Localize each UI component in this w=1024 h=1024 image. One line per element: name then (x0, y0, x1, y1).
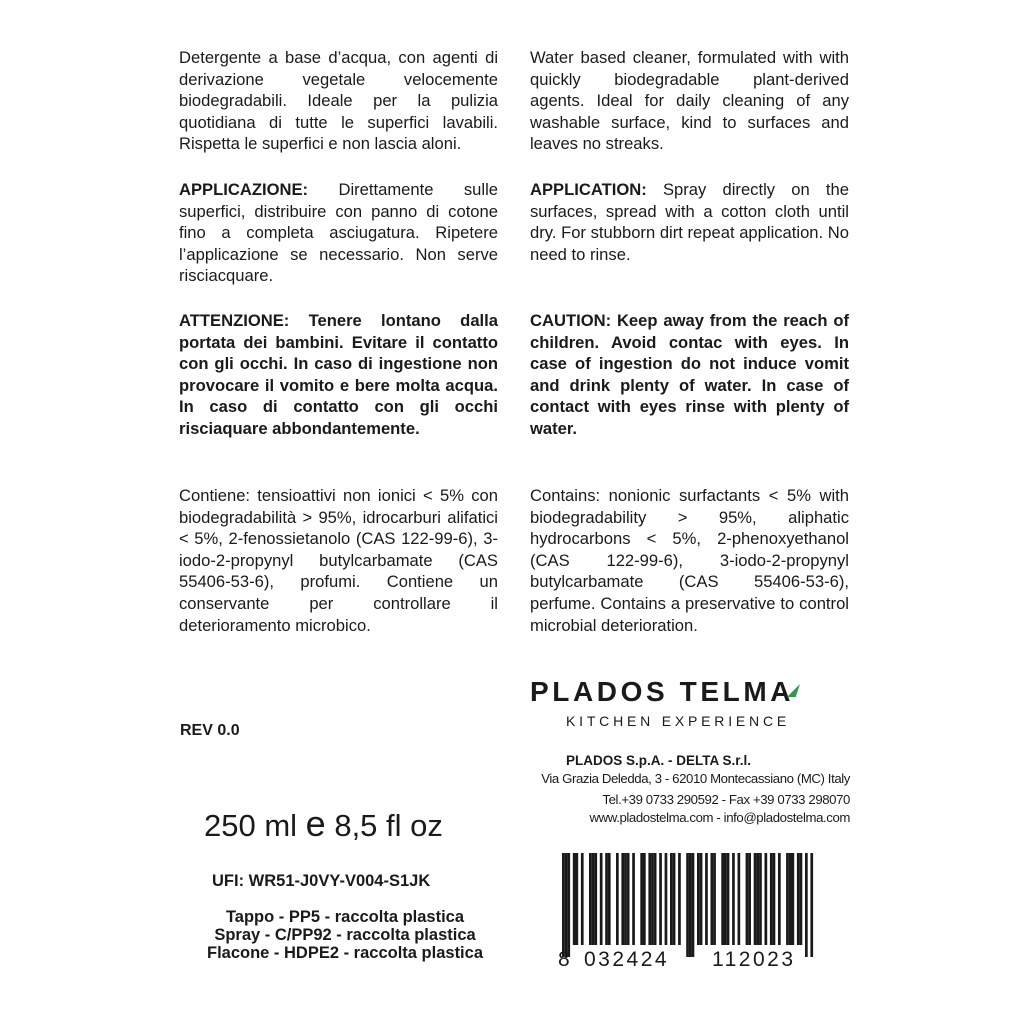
barcode-bar (748, 853, 751, 945)
barcode-bar (800, 853, 803, 945)
italian-warning: ATTENZIONE: Tenere lontano dalla portata dei bambini. Evitare il contatto con gli occhi. In caso di ingestione non provocare il vomito e bere molta acqua. In caso di contatto con gli occhi risciaquare abbondantemente. (179, 311, 498, 438)
brand-tagline: KITCHEN EXPERIENCE (566, 713, 790, 729)
barcode-bar (562, 853, 565, 957)
barcode-bar (756, 853, 759, 945)
english-application-heading: APPLICATION: (530, 180, 647, 199)
company-web: www.pladostelma.com - info@pladostelma.com (589, 810, 850, 825)
barcode-group2: 112023 (712, 948, 796, 971)
barcode-bar (648, 853, 651, 945)
barcode-bar (640, 853, 643, 945)
barcode-bar (632, 853, 635, 945)
barcode-bar (689, 853, 692, 957)
barcode-bar (665, 853, 668, 945)
disposal-spray: Spray - C/PP92 - raccolta plastica (214, 926, 476, 944)
barcode-bar (567, 853, 570, 957)
barcode-bar (686, 853, 689, 957)
barcode-bar (581, 853, 584, 945)
barcode-bar (713, 853, 716, 945)
italian-application-heading: APPLICAZIONE: (179, 180, 309, 199)
revision-label: REV 0.0 (180, 722, 240, 739)
barcode-bar (643, 853, 646, 945)
barcode-bar (565, 853, 568, 957)
barcode-bar (721, 853, 724, 945)
brand-logo (530, 676, 794, 708)
barcode-bar (746, 853, 749, 945)
company-phone: Tel.+39 0733 290592 - Fax +39 0733 298070 (602, 792, 850, 807)
barcode-bar (792, 853, 795, 945)
company-name: PLADOS S.p.A. - DELTA S.r.l. (566, 753, 752, 768)
disposal-bottle: Flacone - HDPE2 - raccolta plastica (206, 944, 483, 962)
barcode-bar (659, 853, 662, 945)
barcode-bar (810, 853, 813, 957)
barcode-bar (805, 853, 808, 957)
english-application-text: Spray directly on the surfaces, spread with a cotton cloth until dry. For stubborn dirt repeat application. No need to rinse. (530, 180, 849, 264)
estimated-sign-icon: e (305, 803, 326, 844)
english-intro: Water based cleaner, formulated with with quickly biodegradable plant-derived agents. Ideal for daily cleaning of any washable surface, kind to surfaces and leaves no streaks. (530, 48, 849, 154)
barcode-bar (724, 853, 727, 945)
barcode-bar (765, 853, 768, 945)
disposal-cap: Tappo - PP5 - raccolta plastica (225, 908, 465, 926)
barcode-bar (697, 853, 700, 945)
barcode-bar (651, 853, 654, 945)
barcode-bar (754, 853, 757, 945)
barcode-group1: 032424 (584, 948, 670, 971)
volume-ml: 250 ml (204, 808, 298, 843)
barcode-bar (616, 853, 619, 945)
barcode-bar (738, 853, 741, 945)
barcode-bar (773, 853, 776, 945)
barcode-bar (608, 853, 611, 945)
italian-application (179, 179, 498, 287)
barcode-bar (759, 853, 762, 945)
barcode-bar (605, 853, 608, 945)
barcode-bar (700, 853, 703, 945)
brand-name: PLADOS TELMA (530, 676, 795, 707)
english-application (530, 179, 849, 265)
barcode-bar (770, 853, 773, 945)
italian-intro: Detergente a base d’acqua, con agenti di derivazione vegetale velocemente biodegradabili. Ideale per la pulizia quotidiana di tutte le superfici lavabili. Rispetta le superfici e non lascia aloni. (179, 48, 498, 154)
barcode-bar (678, 853, 681, 945)
barcode-bar (711, 853, 714, 945)
barcode-bar (573, 853, 576, 945)
volume-floz: 8,5 fl oz (334, 808, 443, 843)
english-warning: CAUTION: Keep away from the reach of children. Avoid contac with eyes. In case of ingestion do not induce vomit and drink plenty of water. In case of contact with eyes rinse with plenty of water. (530, 311, 849, 438)
barcode-bars (562, 853, 813, 957)
barcode-bar (786, 853, 789, 945)
barcode-bar (692, 853, 695, 957)
italian-application-text: Direttamente sulle superfici, distribuire con panno di cotone fino a completa asciugatura. Ripetere l’applicazione se necessario. Non serve risciacquare. (179, 180, 498, 286)
barcode-bar (624, 853, 627, 945)
barcode-bar (705, 853, 708, 945)
disposal-list (180, 908, 510, 962)
company-address: Via Grazia Deledda, 3 - 62010 Montecassiano (MC) Italy (541, 771, 850, 786)
barcode (554, 853, 824, 971)
barcode-bar (778, 853, 781, 945)
barcode-bar (594, 853, 597, 945)
barcode-bar (673, 853, 676, 945)
barcode-lead-digit: 8 (558, 948, 570, 971)
italian-contents: Contiene: tensioattivi non ionici < 5% con biodegradabilità > 95%, idrocarburi alifatici < 5%, 2-fenossietanolo (CAS 122-99-6), 3-iodo-2-propynyl butylcarbamate (CAS 55406-53-6), profumi. Contiene un conservante per controllare il deterioramento microbico. (179, 486, 498, 635)
barcode-bar (621, 853, 624, 945)
barcode-bar (732, 853, 735, 945)
ufi-code: UFI: WR51-J0VY-V004-S1JK (212, 872, 431, 890)
barcode-bar (627, 853, 630, 945)
barcode-bar (654, 853, 657, 945)
barcode-bar (670, 853, 673, 945)
leaf-accent-icon (787, 684, 800, 697)
barcode-bar (592, 853, 595, 945)
barcode-bar (576, 853, 579, 945)
barcode-bar (589, 853, 592, 945)
volume-label (204, 803, 443, 844)
barcode-bar (789, 853, 792, 945)
barcode-bar (797, 853, 800, 945)
barcode-bar (600, 853, 603, 945)
barcode-bar (727, 853, 730, 945)
english-contents: Contains: nonionic surfactants < 5% with biodegradability > 95%, aliphatic hydrocarbons < 5%, 2-phenoxyethanol (CAS 122-99-6), 3-iodo-2-propynyl butylcarbamate (CAS 55406-53-6), perfume. Contains a preservative to control microbial deterioration. (530, 486, 849, 635)
